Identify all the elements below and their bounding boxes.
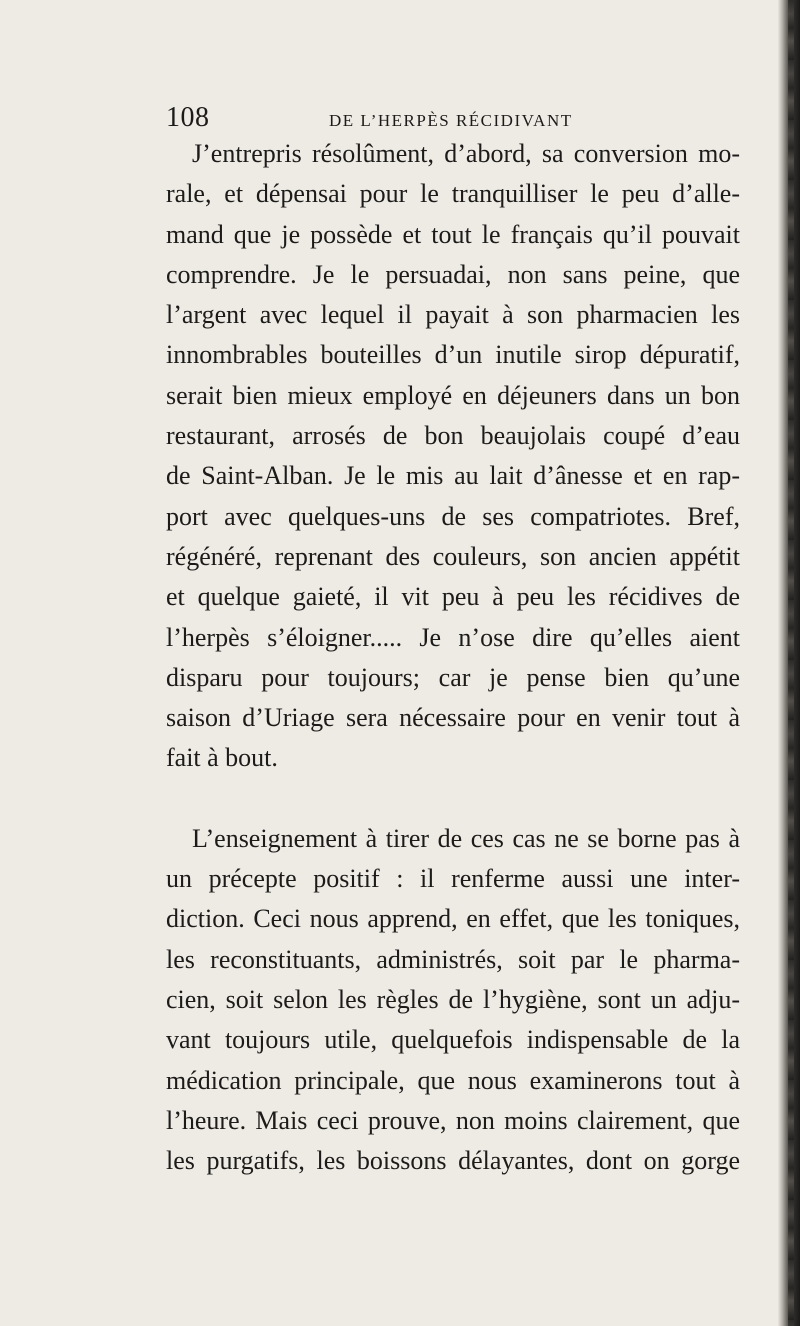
- running-title: DE L’HERPÈS RÉCIDIVANT: [329, 111, 573, 130]
- text-line: port avec quelques-uns de ses compatriotes. Bref,: [166, 501, 740, 531]
- text-line: diction. Ceci nous apprend, en effet, que les toniques,: [166, 904, 740, 934]
- body-text: [166, 134, 740, 1181]
- page-number: 108: [166, 102, 210, 133]
- text-line: et quelque gaieté, il vit peu à peu les récidives de: [166, 582, 740, 612]
- page-binding-edge: [778, 0, 800, 1326]
- paragraph-2: [166, 819, 740, 1182]
- text-line: restaurant, arrosés de bon beaujolais coupé d’eau: [166, 421, 740, 451]
- text-line: comprendre. Je le persuadai, non sans peine, que: [166, 259, 740, 289]
- text-line: innombrables bouteilles d’un inutile sirop dépuratif,: [166, 340, 740, 370]
- text-line: disparu pour toujours; car je pense bien qu’une: [166, 662, 740, 692]
- text-line: rale, et dépensai pour le tranquilliser le peu d’alle-: [166, 179, 740, 209]
- text-line: les purgatifs, les boissons délayantes, dont on gorge: [166, 1146, 740, 1176]
- text-line: mand que je possède et tout le français qu’il pouvait: [166, 219, 740, 249]
- text-line: les reconstituants, administrés, soit par le pharma-: [166, 944, 740, 974]
- text-line: L’enseignement à tirer de ces cas ne se borne pas à: [192, 823, 740, 853]
- text-line: de Saint-Alban. Je le mis au lait d’ânesse et en rap-: [166, 461, 740, 491]
- text-line: médication principale, que nous examinerons tout à: [166, 1065, 740, 1095]
- text-line: serait bien mieux employé en déjeuners dans un bon: [166, 380, 740, 410]
- text-line: saison d’Uriage sera nécessaire pour en venir tout à: [166, 703, 740, 733]
- text-line: un précepte positif : il renferme aussi une inter-: [166, 864, 740, 894]
- text-line: vant toujours utile, quelquefois indispensable de la: [166, 1025, 740, 1055]
- text-line: l’herpès s’éloigner..... Je n’ose dire qu’elles aient: [166, 622, 740, 652]
- paragraph-gap: [166, 779, 740, 819]
- text-line: J’entrepris résolûment, d’abord, sa conversion mo-: [192, 139, 740, 168]
- text-line: régénéré, reprenant des couleurs, son ancien appétit: [166, 541, 740, 571]
- text-line: fait à bout.: [166, 743, 278, 773]
- text-line: l’argent avec lequel il payait à son pharmacien les: [166, 300, 740, 330]
- text-line: l’heure. Mais ceci prouve, non moins clairement, que: [166, 1105, 740, 1135]
- page-binding-shadow: [788, 0, 794, 1326]
- paragraph-1: [166, 134, 740, 779]
- text-line: cien, soit selon les règles de l’hygiène, sont un adju-: [166, 984, 740, 1014]
